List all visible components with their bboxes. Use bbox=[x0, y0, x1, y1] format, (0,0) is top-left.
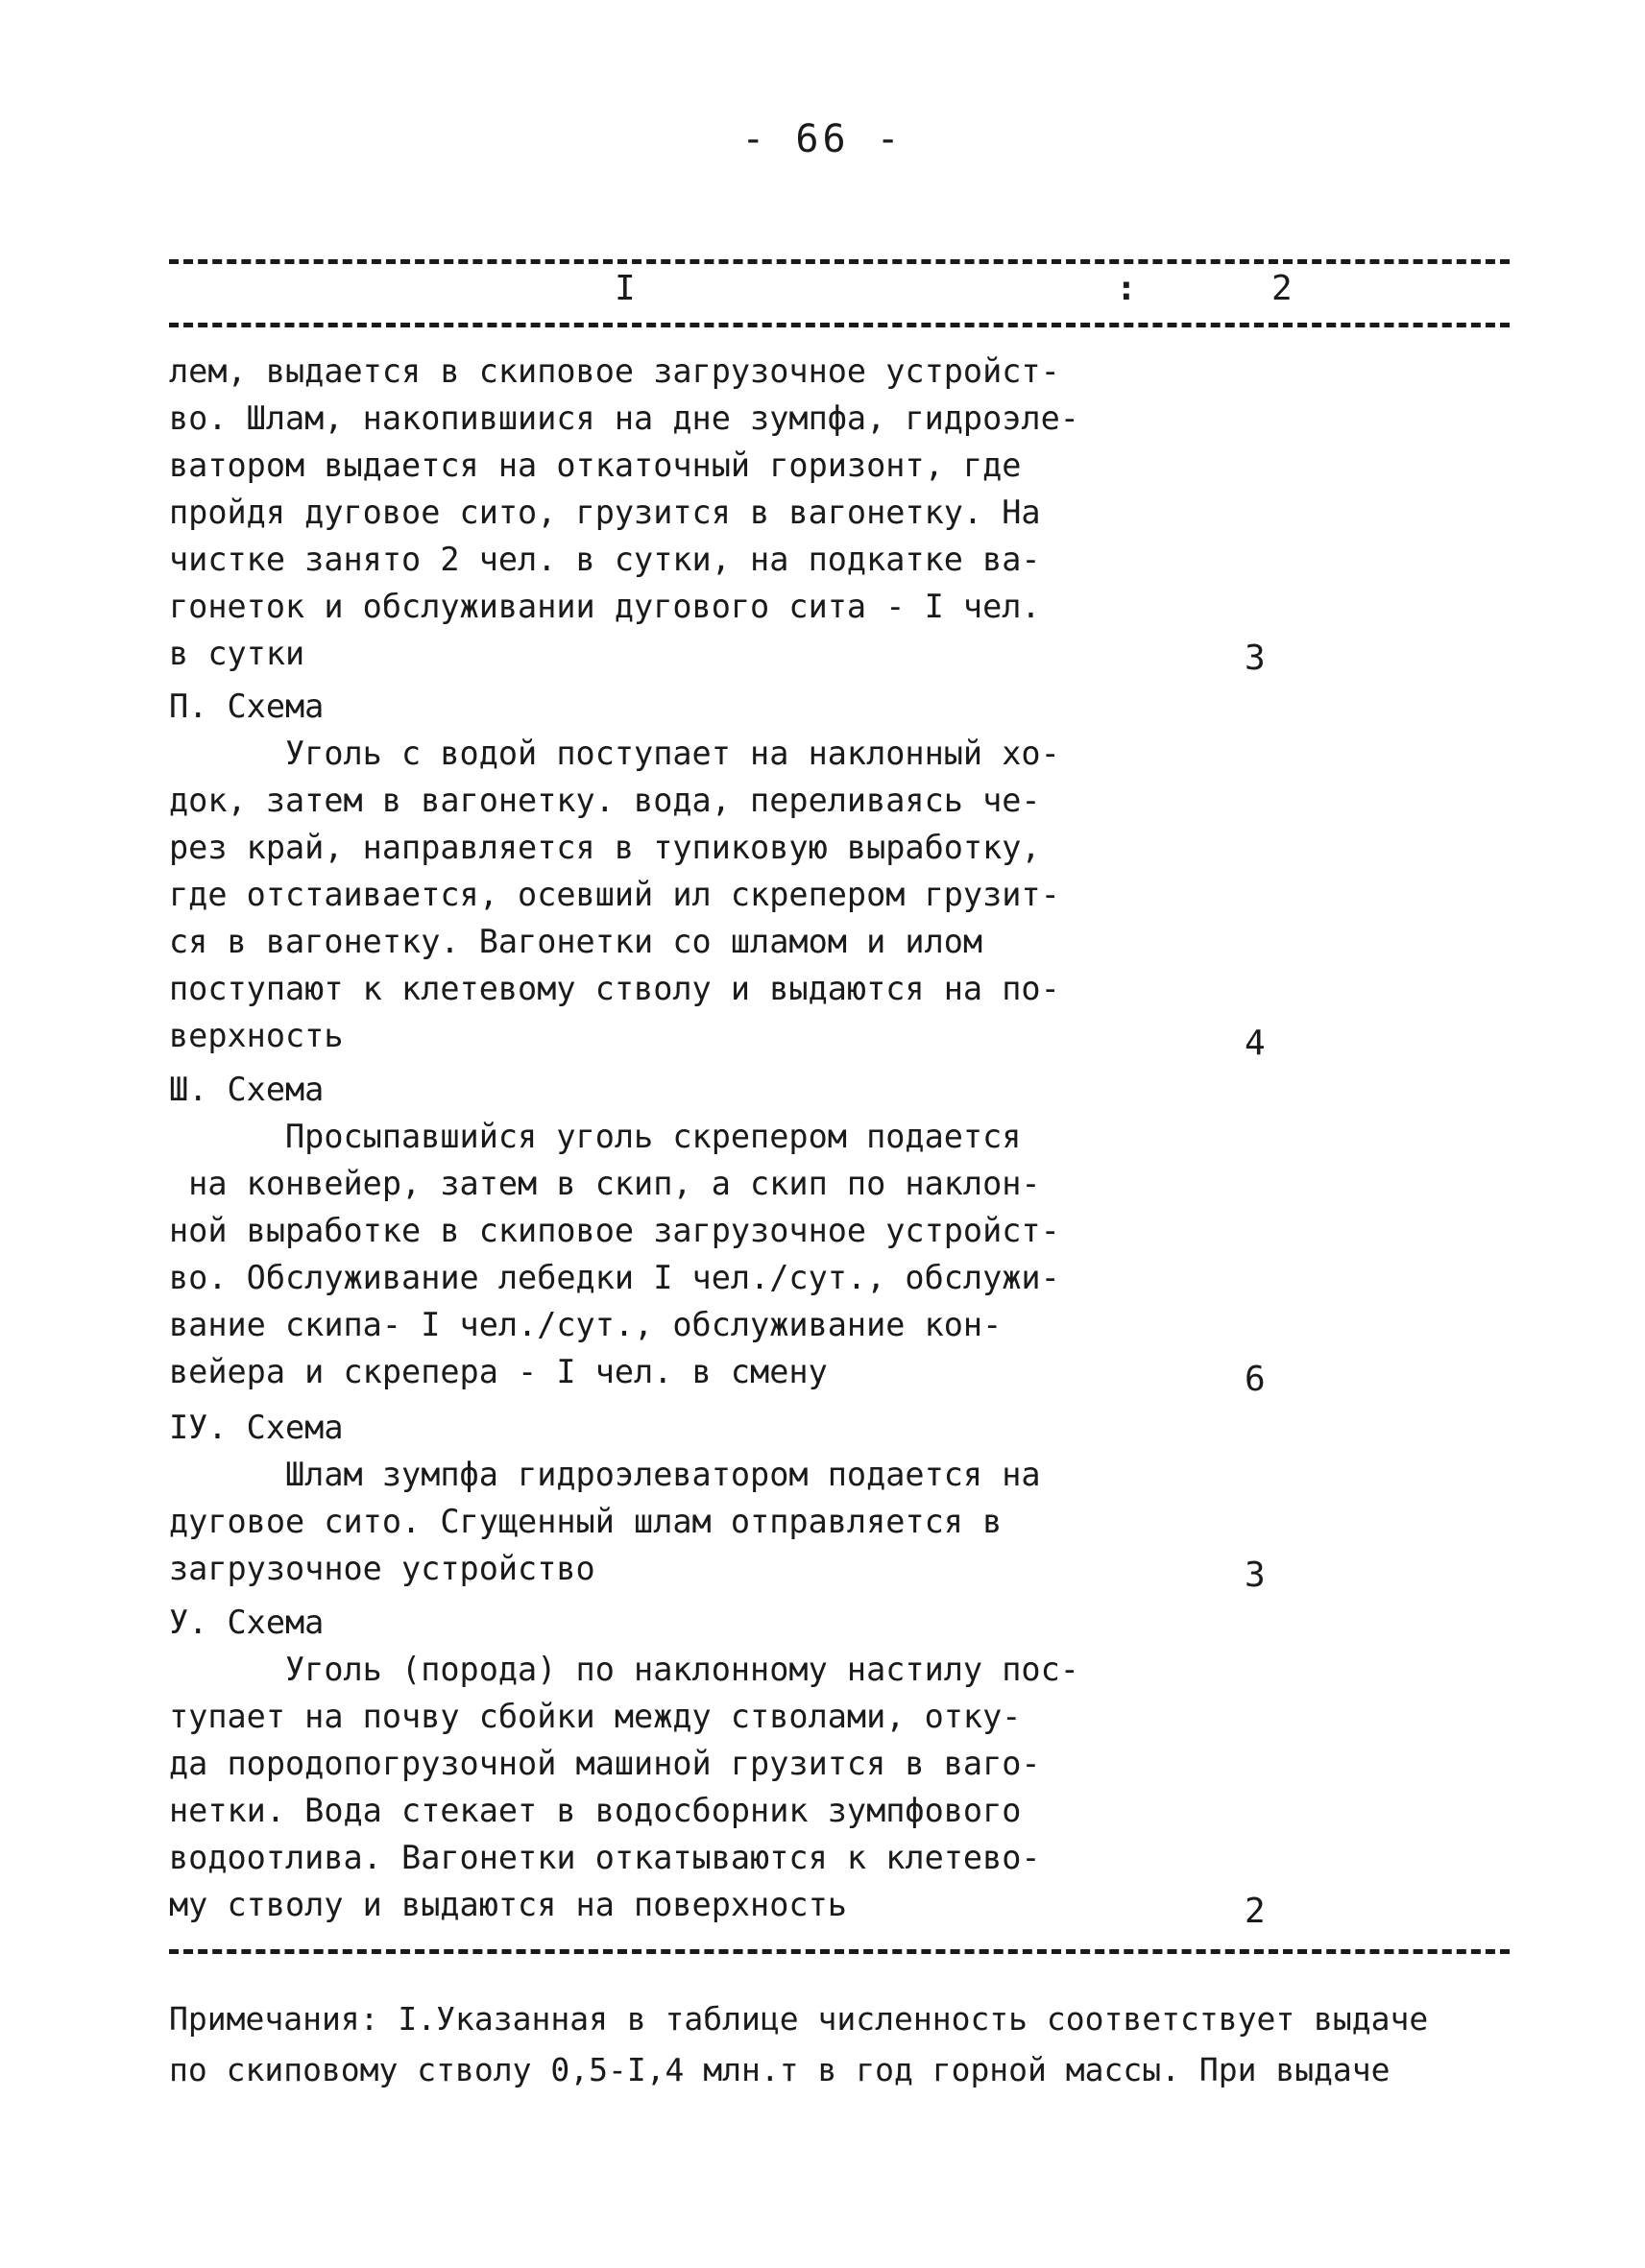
text-line: загрузочное устройство bbox=[169, 1550, 595, 1587]
scheme-heading: IУ. Схема bbox=[169, 1409, 344, 1446]
text-line: на конвейер, затем в скип, а скип по наклон- bbox=[169, 1165, 1041, 1202]
text-line: где отстаивается, осевший ил скрепером грузит- bbox=[169, 876, 1060, 913]
row-4-value: 3 bbox=[1245, 1556, 1266, 1595]
row-1-text bbox=[169, 348, 1149, 677]
text-line: гонеток и обслуживании дугового сита - I чел. bbox=[169, 588, 1041, 625]
footnote bbox=[169, 1993, 1533, 2095]
row-3-value: 6 bbox=[1245, 1360, 1266, 1399]
text-line: Уголь с водой поступает на наклонный хо- bbox=[169, 735, 1060, 772]
text-line: поступают к клетевому стволу и выдаются на по- bbox=[169, 970, 1060, 1007]
text-line: верхность bbox=[169, 1017, 344, 1054]
text-line: нетки. Вода стекает в водосборник зумпфового bbox=[169, 1792, 1022, 1829]
text-line: водоотлива. Вагонетки откатываются к клетево- bbox=[169, 1839, 1041, 1876]
footnote-line: Примечания: I.Указанная в таблице численность соответствует выдаче bbox=[169, 2000, 1429, 2038]
text-line: Просыпавшийся уголь скрепером подается bbox=[169, 1118, 1022, 1155]
column-1-header: I bbox=[615, 269, 636, 308]
scheme-heading: Ш. Схема bbox=[169, 1071, 325, 1108]
text-line: пройдя дуговое сито, грузится в вагонетку. На bbox=[169, 494, 1041, 531]
page-number: - 66 - bbox=[741, 117, 904, 161]
text-line: тупает на почву сбойки между стволами, отку- bbox=[169, 1698, 1022, 1735]
row-3-text bbox=[169, 1066, 1149, 1395]
row-2-value: 4 bbox=[1245, 1024, 1266, 1063]
table-header-rule bbox=[169, 323, 1510, 327]
text-line: в сутки bbox=[169, 635, 305, 672]
text-line: Уголь (порода) по наклонному настилу пос- bbox=[169, 1651, 1079, 1688]
text-line: дуговое сито. Сгущенный шлам отправляется в bbox=[169, 1503, 1003, 1540]
footnote-line: по скиповому стволу 0,5-I,4 млн.т в год горной массы. При выдаче bbox=[169, 2051, 1391, 2088]
text-line: ной выработке в скиповое загрузочное устройст- bbox=[169, 1212, 1060, 1249]
text-line: ся в вагонетку. Вагонетки со шламом и илом bbox=[169, 923, 983, 960]
text-line: во. Шлам, накопившиися на дне зумпфа, гидроэле- bbox=[169, 399, 1079, 437]
text-line: док, затем в вагонетку. вода, переливаясь че- bbox=[169, 782, 1041, 819]
text-line: вейера и скрепера - I чел. в смену bbox=[169, 1353, 828, 1390]
row-4-text bbox=[169, 1404, 1149, 1592]
text-line: лем, выдается в скиповое загрузочное устройст- bbox=[169, 352, 1060, 390]
text-line: да породопогрузочной машиной грузится в ваго- bbox=[169, 1745, 1041, 1782]
scheme-heading: У. Схема bbox=[169, 1604, 325, 1641]
row-5-value: 2 bbox=[1245, 1892, 1266, 1931]
table-top-rule bbox=[169, 259, 1510, 264]
text-line: во. Обслуживание лебедки I чел./сут., обслужи- bbox=[169, 1259, 1060, 1296]
column-2-header: 2 bbox=[1271, 269, 1293, 308]
column-separator: : bbox=[1116, 269, 1137, 308]
text-line: рез край, направляется в тупиковую выработку, bbox=[169, 829, 1041, 866]
text-line: му стволу и выдаются на поверхность bbox=[169, 1886, 847, 1923]
text-line: Шлам зумпфа гидроэлеватором подается на bbox=[169, 1456, 1041, 1493]
text-line: чистке занято 2 чел. в сутки, на подкатке ва- bbox=[169, 541, 1041, 578]
text-line: вание скипа- I чел./сут., обслуживание кон- bbox=[169, 1306, 1003, 1343]
row-5-text bbox=[169, 1599, 1149, 1928]
row-1-value: 3 bbox=[1245, 639, 1266, 678]
row-2-text bbox=[169, 683, 1149, 1059]
scheme-heading: П. Схема bbox=[169, 688, 325, 725]
text-line: ватором выдается на откаточный горизонт, где bbox=[169, 446, 1022, 484]
table-bottom-rule bbox=[169, 1949, 1510, 1954]
